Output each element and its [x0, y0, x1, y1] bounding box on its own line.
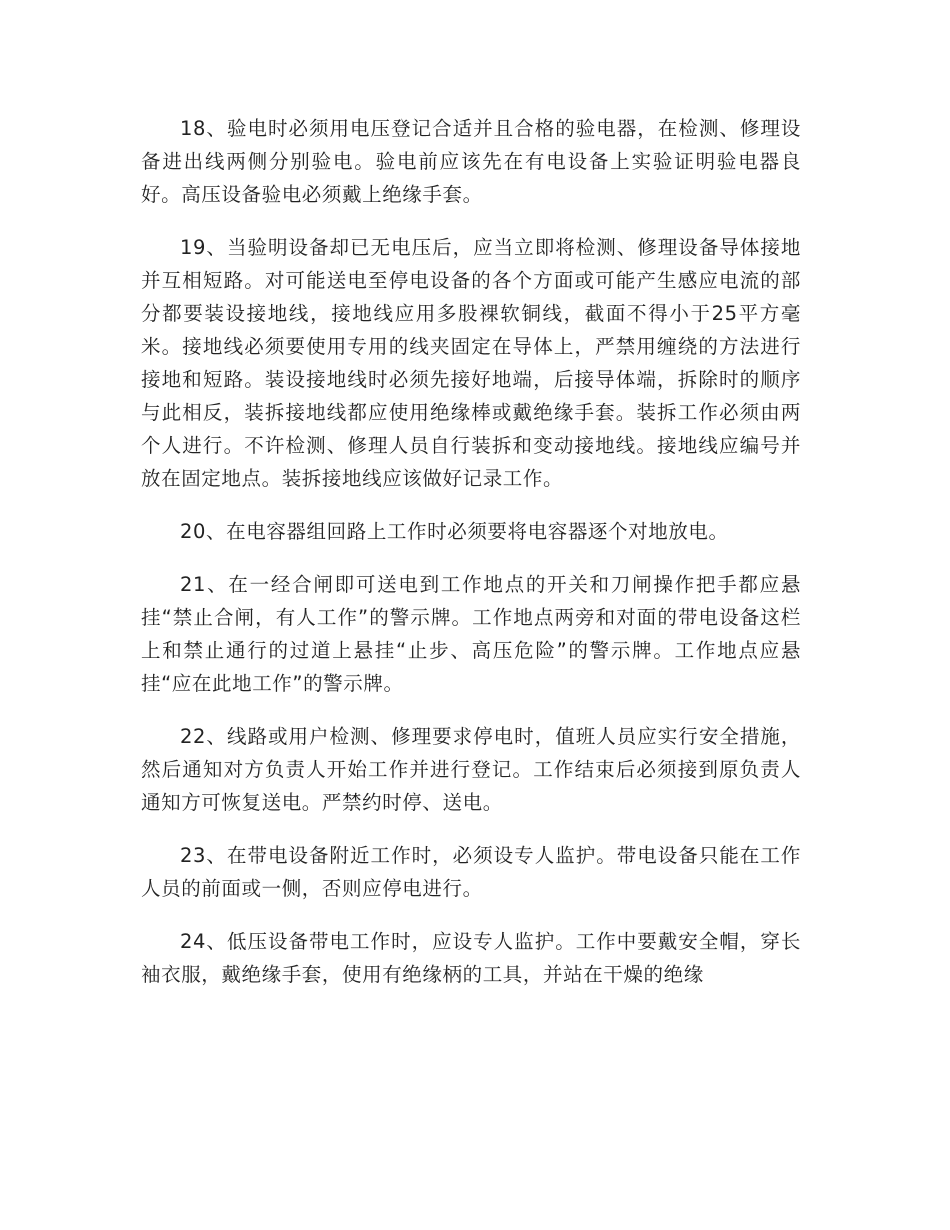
paragraph-23: 23、在带电设备附近工作时，必须设专人监护。带电设备只能在工作人员的前面或一侧，否则应停电进行。 [141, 844, 801, 900]
document-body [141, 112, 801, 1011]
paragraph-18: 18、验电时必须用电压登记合适并且合格的验电器，在检测、修理设备进出线两侧分别验电。验电前应该先在有电设备上实验证明验电器良好。高压设备验电必须戴上绝缘手套。 [141, 117, 801, 206]
paragraph-21: 21、在一经合闸即可送电到工作地点的开关和刀闸操作把手都应悬挂“禁止合闸，有人工作”的警示牌。工作地点两旁和对面的带电设备这栏上和禁止通行的过道上悬挂“止步、高压危险”的警示牌。工作地点应悬挂“应在此地工作”的警示牌。 [141, 573, 801, 695]
paragraph-19: 19、当验明设备却已无电压后，应当立即将检测、修理设备导体接地并互相短路。对可能送电至停电设备的各个方面或可能产生感应电流的部分都要装设接地线，接地线应用多股裸软铜线，截面不得小于25平方毫米。接地线必须要使用专用的线夹固定在导体上，严禁用缠绕的方法进行接地和短路。装设接地线时必须先接好地端，后接导体端，拆除时的顺序与此相反，装拆接地线都应使用绝缘棒或戴绝缘手套。装拆工作必须由两个人进行。不许检测、修理人员自行装拆和变动接地线。接地线应编号并放在固定地点。装拆接地线应该做好记录工作。 [141, 236, 801, 490]
paragraph-24: 24、低压设备带电工作时，应设专人监护。工作中要戴安全帽，穿长袖衣服，戴绝缘手套，使用有绝缘柄的工具，并站在干燥的绝缘 [141, 930, 801, 986]
paragraph-20: 20、在电容器组回路上工作时必须要将电容器逐个对地放电。 [180, 520, 729, 543]
paragraph-22: 22、线路或用户检测、修理要求停电时，值班人员应实行安全措施，然后通知对方负责人开始工作并进行登记。工作结束后必须接到原负责人通知方可恢复送电。严禁约时停、送电。 [141, 725, 801, 814]
